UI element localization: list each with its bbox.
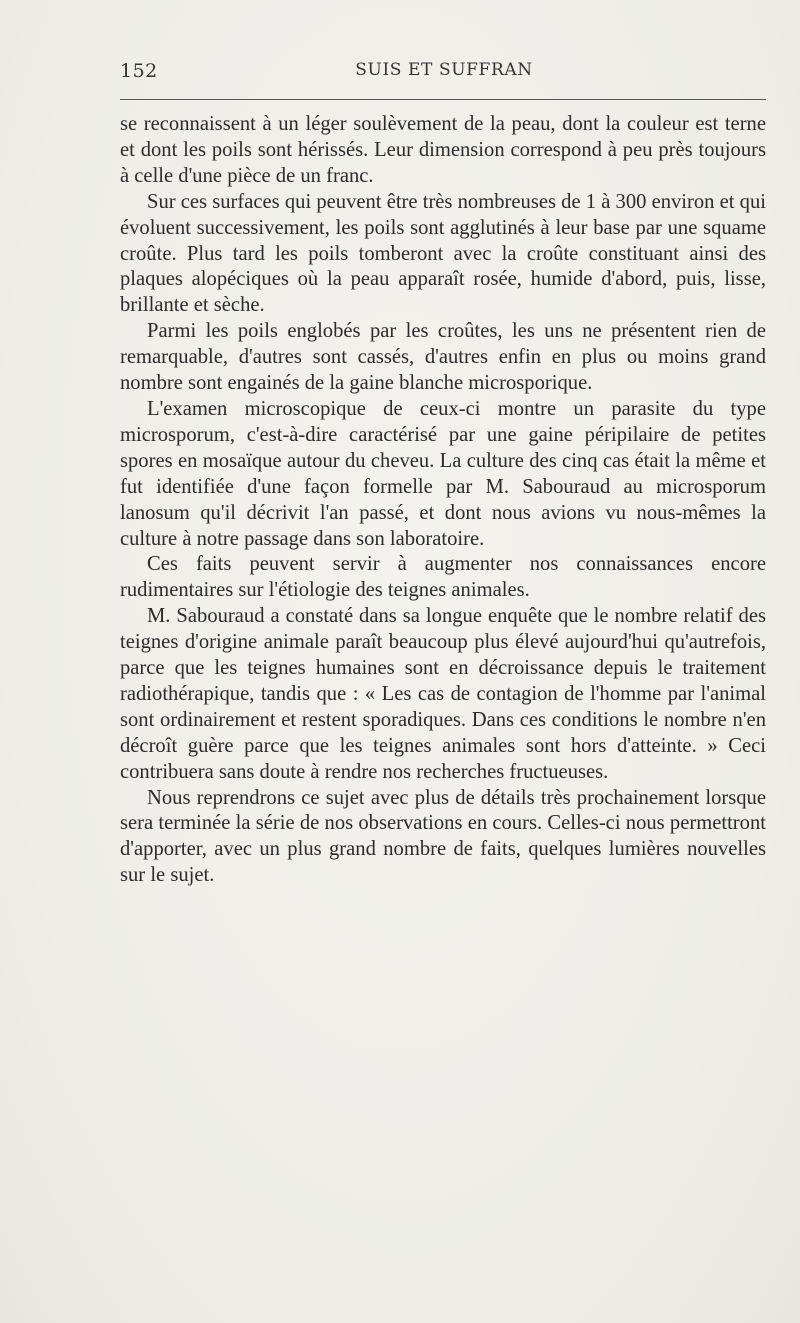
paragraph-7: Nous reprendrons ce sujet avec plus de détails très prochainement lorsque sera terminée la série de nos observations en cours. Celles-ci nous permettront d'apporter, avec un plus grand nombre de faits, quelques lumières nouvelles sur le sujet. [120,786,766,887]
paragraph-6: M. Sabouraud a constaté dans sa longue enquête que le nombre relatif des teignes d'origine animale paraît beaucoup plus élevé aujourd'hui qu'autrefois, parce que les teignes humaines sont en décroissance depuis le traitement radiothérapique, tandis que : « Les cas de contagion de l'homme par l'animal sont ordinairement et restent sporadiques. Dans ces conditions le nombre n'en décroît guère parce que les teignes animales sont hors d'atteinte. » Ceci contribuera sans doute à rendre nos recherches fructueuses. [120,605,766,783]
paragraph-4: L'examen microscopique de ceux-ci montre un parasite du type microsporum, c'est-à-dire caractérisé par une gaine péripilaire de petites spores en mosaïque autour du cheveu. La culture des cinq cas était la même et fut identifiée d'une façon formelle par M. Sabouraud au microsporum lanosum qu'il décrivit l'an passé, et dont nous avions vu nous-mêmes la culture à notre passage dans son laboratoire. [120,397,766,550]
paragraph-1: se reconnaissent à un léger soulèvement de la peau, dont la couleur est terne et dont les poils sont hérissés. Leur dimension correspond à peu près toujours à celle d'une pièce de un franc. [120,113,766,187]
running-title: SUIS ET SUFFRAN [355,60,533,80]
paragraph-5: Ces faits peuvent servir à augmenter nos connaissances encore rudimentaires sur l'étiologie des teignes animales. [120,553,766,602]
paragraph-3: Parmi les poils englobés par les croûtes, les uns ne présentent rien de remarquable, d'autres sont cassés, d'autres enfin en plus ou moins grand nombre sont engainés de la gaine blanche microsporique. [120,320,766,395]
page-number: 152 [120,60,158,82]
body-text [120,112,766,889]
paragraph-2: Sur ces surfaces qui peuvent être très nombreuses de 1 à 300 environ et qui évoluent successivement, les poils sont agglutinés à leur base par une squame croûte. Plus tard les poils tomberont avec la croûte constituant ainsi des plaques alopéciques où la peau apparaît rosée, humide d'abord, puis, lisse, brillante et sèche. [120,190,766,317]
page-header [120,60,768,90]
header-rule [120,99,766,100]
